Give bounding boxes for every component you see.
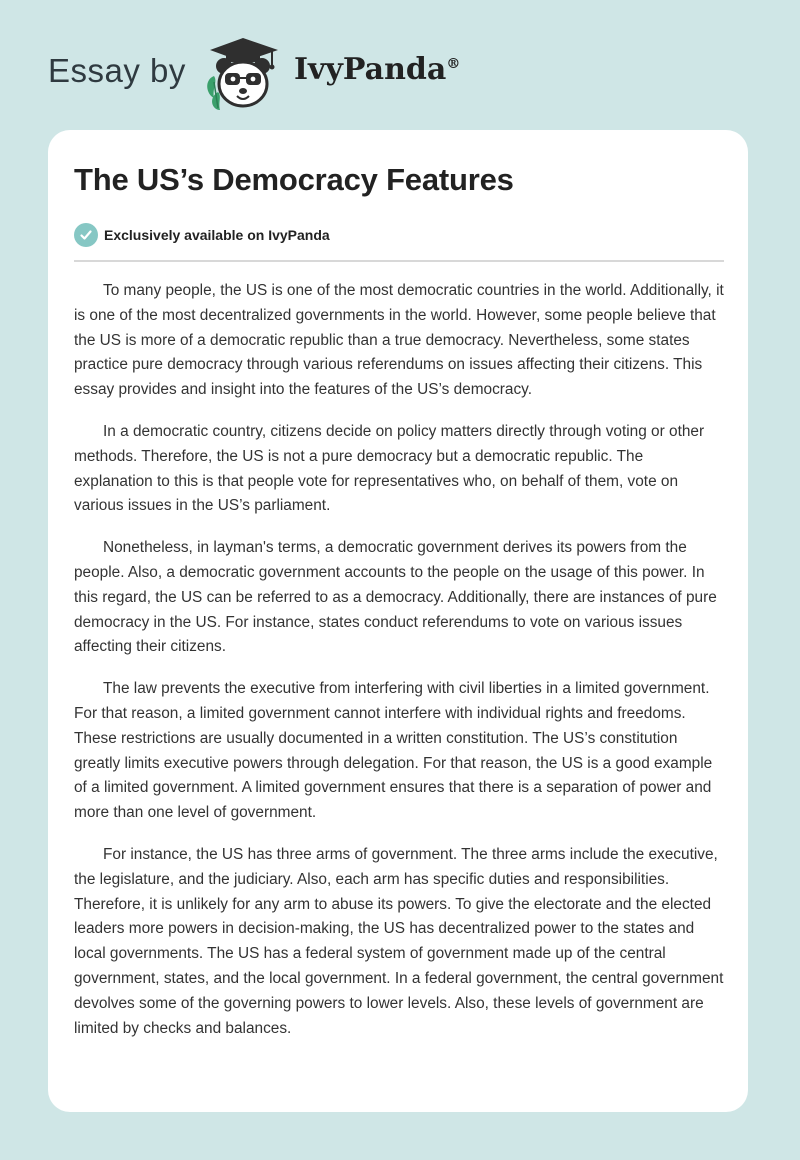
- paragraph: In a democratic country, citizens decide on policy matters directly through voting or other methods. Therefore, the US is not a pure democracy but a democratic republic. The explanation to this is that people vote for representatives who, on behalf of them, vote on various issues in the US’s parliament.: [74, 422, 705, 515]
- exclusive-badge: [74, 222, 330, 248]
- panda-graduate-icon[interactable]: [200, 36, 286, 112]
- divider: [74, 260, 724, 262]
- paragraph: For instance, the US has three arms of government. The three arms include the executive, the legislature, and the judiciary. Also, each arm has specific duties and responsibilities. Therefore, it is unlikely for any arm to abuse its powers. To give the electorate and the elected leaders more powers in decision-making, the US has decentralized power to the states and local governments. The US has a federal system of government made up of the central government, states, and the local government. In a federal government, the central government devolves some of the governing powers to lower levels. Also, these levels of government are limited by checks and balances.: [74, 845, 724, 1037]
- paragraph: Nonetheless, in layman's terms, a democratic government derives its powers from the people. Also, a democratic government accounts to the people on the usage of this power. In this regard, the US can be referred to as a democracy. Additionally, there are instances of pure democracy in the US. For instance, states conduct referendums to vote on various issues affecting their citizens.: [74, 539, 717, 656]
- article-card: [48, 130, 748, 1112]
- essay-by-label: Essay by: [48, 52, 186, 89]
- paragraph: To many people, the US is one of the most democratic countries in the world. Additionally, it is one of the most decentralized governments in the world. However, some people believe that the US is more of a democratic republic than a true democracy. Nevertheless, some states practice pure democracy through various referendums on issues affecting their citizens. This essay provides and insight into the features of the US’s democracy.: [74, 282, 724, 399]
- check-circle-icon: [74, 223, 98, 247]
- site-header: [48, 30, 548, 110]
- brand-name[interactable]: IvyPanda®: [294, 52, 461, 87]
- article-title: The US’s Democracy Features: [74, 162, 514, 197]
- paragraph: The law prevents the executive from interfering with civil liberties in a limited government. For that reason, a limited government cannot interfere with individual rights and freedoms. These restrictions are usually documented in a written constitution. The US’s constitution greatly limits executive powers through delegation. For that reason, the US is a good example of a limited government. A limited government ensures that there is a separation of power and more than one level of government.: [74, 680, 713, 822]
- article-body: [74, 279, 724, 1058]
- badge-label: Exclusively available on IvyPanda: [104, 227, 330, 243]
